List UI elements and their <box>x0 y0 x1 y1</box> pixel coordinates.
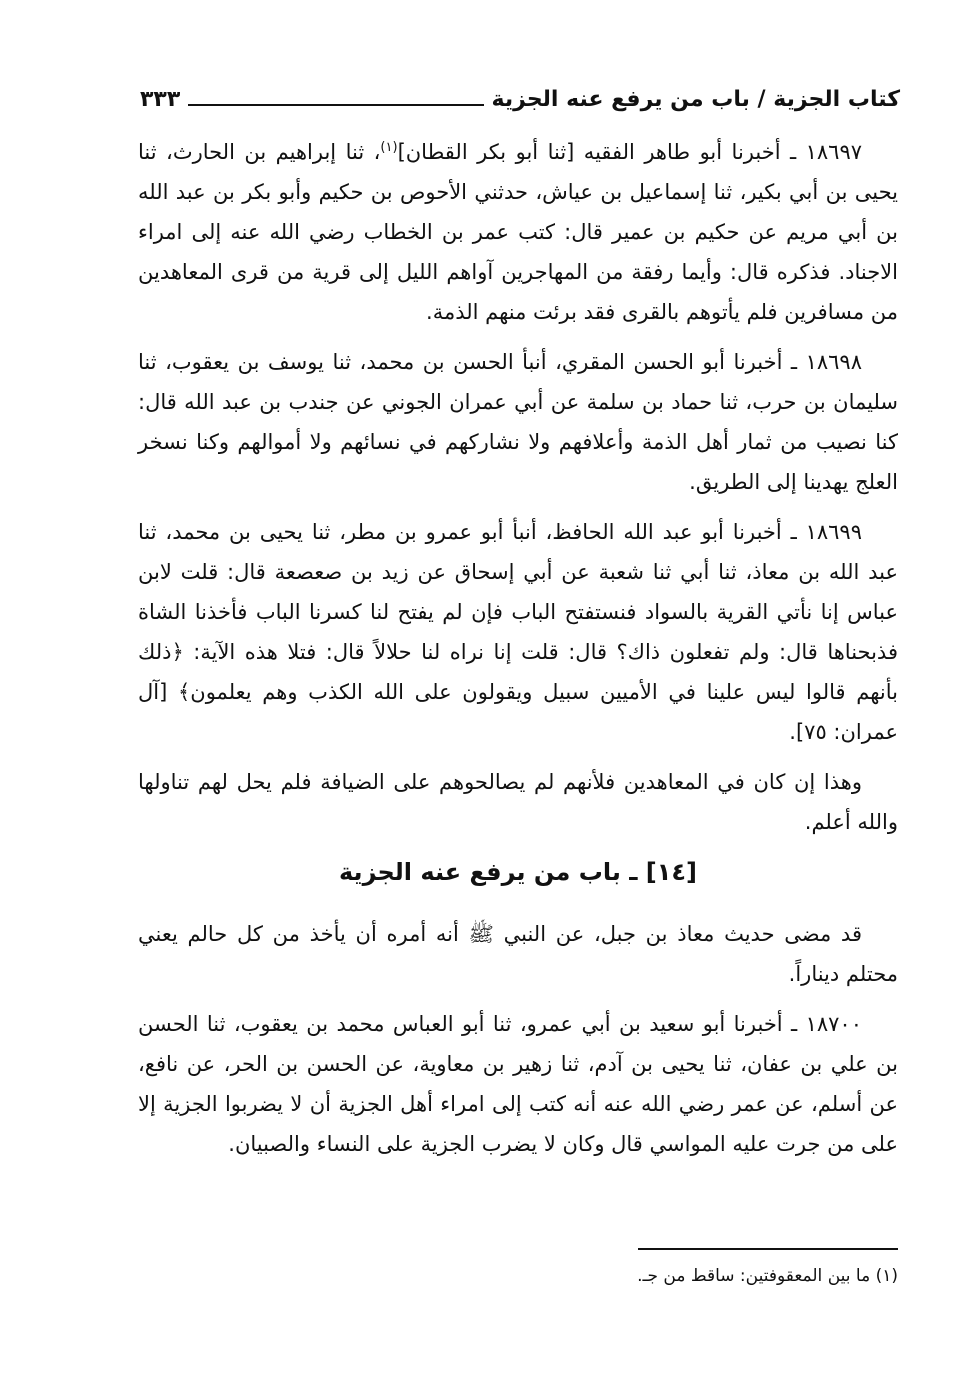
hadith-18697 <box>138 128 898 332</box>
chapter-intro-paragraph: قد مضى حديث معاذ بن جبل، عن النبي ﷺ أنه أمره أن يأخذ من كل حالم يعني محتلم ديناراً. <box>138 922 898 986</box>
hadith-text: ، ثنا إبراهيم بن الحارث، ثنا يحيى بن أبي بكير، ثنا إسماعيل بن عياش، حدثني الأحوص بن حكيم وأبو بكر بن عبد الله بن أبي مريم عن حكيم بن عمير قال: كتب عمر بن الخطاب رضي الله عنه إلى امراء الاجناد. فذكره قال: وأيما رفقة من المهاجرين آواهم الليل إلى قرية من قرى المعاهدين من مسافرين فلم يأتوهم بالقرى فقد برئت منهم الذمة. <box>138 140 898 324</box>
hadith-text: ١٨٦٩٧ ـ أخبرنا أبو طاهر الفقيه [ثنا أبو بكر القطان] <box>397 140 863 164</box>
page-number: ٣٣٣ <box>140 87 181 112</box>
running-title: كتاب الجزية / باب من يرفع عنه الجزية <box>491 87 900 112</box>
running-header <box>140 80 900 112</box>
hadith-18700: ١٨٧٠٠ ـ أخبرنا أبو سعيد بن أبي عمرو، ثنا أبو العباس محمد بن يعقوب، ثنا الحسن بن علي بن عفان، ثنا يحيى بن آدم، ثنا زهير بن معاوية، عن الحسن بن الحر، عن نافع، عن أسلم، عن عمر رضي الله عنه أنه كتب إلى امراء أهل الجزية أن لا يضربوا الجزية إلا على من جرت عليه المواسي قال وكان لا يضرب الجزية على النساء والصبيان. <box>138 1012 898 1156</box>
commentary-paragraph: وهذا إن كان في المعاهدين فلأنهم لم يصالحوهم على الضيافة فلم يحل لهم تناولها والله أعلم. <box>138 770 898 834</box>
main-text <box>138 128 898 1174</box>
footnote: (١) ما بين المعقوفتين: ساقط من جـ. <box>637 1266 898 1286</box>
footnote-divider <box>638 1248 898 1250</box>
header-rule <box>188 104 483 106</box>
hadith-18699: ١٨٦٩٩ ـ أخبرنا أبو عبد الله الحافظ، أنبأ أبو عمرو بن مطر، ثنا يحيى بن محمد، ثنا عبد الله بن معاذ، ثنا أبي ثنا شعبة عن أبي إسحاق عن زيد بن صعصعة قال: قلت لابن عباس إنا نأتي القرية بالسواد فنستفتح الباب فإن لم يفتح لنا كسرنا الباب فأخذنا الشاة فذبحناها قال: ولم تفعلون ذاك؟ قال: قلت إنا نراه لنا حلالاً قال: فتلا هذه الآية: ﴿ذلك بأنهم قالوا ليس علينا في الأميين سبيل ويقولون على الله الكذب وهم يعلمون﴾ [آل عمران: ٧٥]. <box>138 520 898 744</box>
footnote-reference: (١) <box>380 140 398 155</box>
chapter-heading: [١٤] ـ باب من يرفع عنه الجزية <box>339 858 697 886</box>
hadith-18698: ١٨٦٩٨ ـ أخبرنا أبو الحسن المقري، أنبأ الحسن بن محمد، ثنا يوسف بن يعقوب، ثنا سليمان بن حرب، ثنا حماد بن سلمة عن أبي عمران الجوني عن جندب بن عبد الله قال: كنا نصيب من ثمار أهل الذمة وأعلافهم ولا نشاركهم في نسائهم ولا أموالهم وكنا نسخر العلج يهدينا إلى الطريق. <box>138 350 898 494</box>
